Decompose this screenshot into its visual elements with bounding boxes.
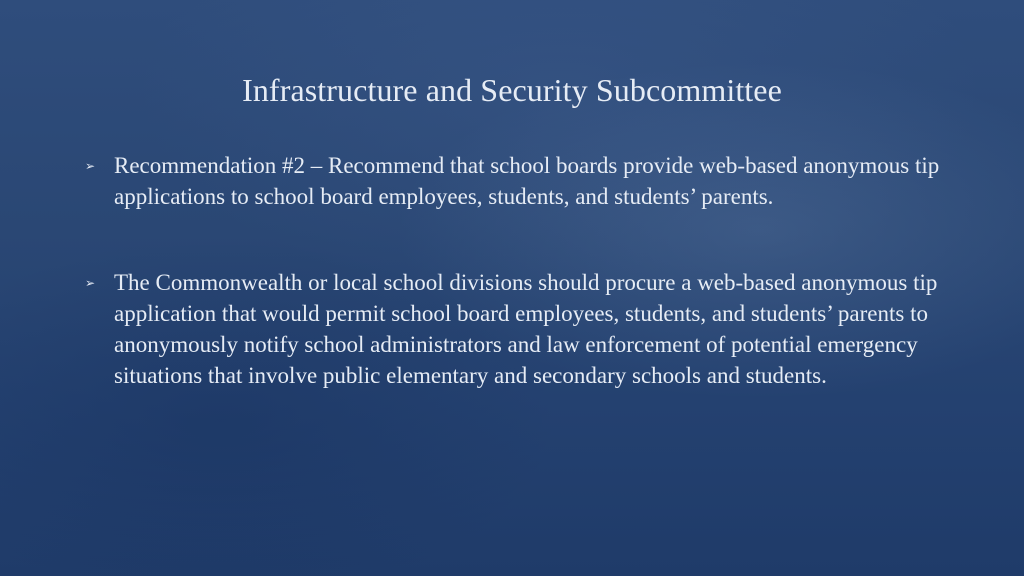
slide-title: Infrastructure and Security Subcommittee (242, 72, 782, 108)
bullet-text: The Commonwealth or local school divisions should procure a web-based anonymous tip application that would permit school board employees, students, and students’ parents to anonymously notify school administrators and law enforcement of potential emergency situations that involve public elementary and secondary schools and students. (114, 270, 938, 388)
arrow-bullet-icon: ➢ (85, 276, 96, 290)
bullet-text: Recommendation #2 – Recommend that school boards provide web-based anonymous tip applications to school board employees, students, and students’ parents. (114, 153, 940, 209)
arrow-bullet-icon: ➢ (85, 159, 96, 173)
bullet-item-procurement (85, 267, 955, 391)
bullet-list (85, 150, 955, 391)
bullet-item-recommendation (85, 150, 955, 212)
